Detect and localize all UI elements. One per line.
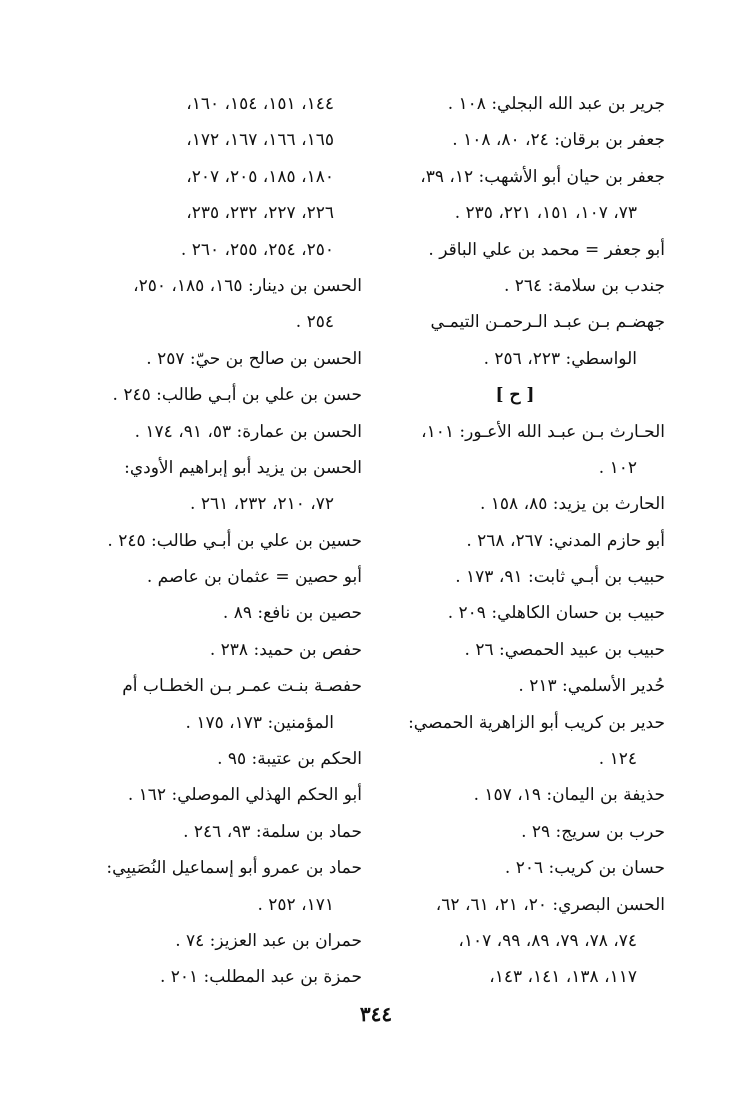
index-entry-continuation: الواسطي: ٢٢٣، ٢٥٦ . (483, 348, 637, 369)
index-entry-continuation: المؤمنين: ١٧٣، ١٧٥ . (185, 712, 334, 733)
right-column (365, 86, 665, 996)
page-number: ٣٤٤ (359, 1002, 393, 1026)
index-entry: حماد بن عمرو أبو إسماعيل النُصَيبِي: (106, 858, 362, 879)
index-entry: حصين بن نافع: ٨٩ . (222, 603, 362, 624)
index-entry-continuation: ١١٧، ١٣٨، ١٤١، ١٤٣، (489, 967, 637, 988)
index-entry: أبو جعفر = محمد بن علي الباقر . (428, 239, 665, 260)
index-entry-continuation: ٢٥٠، ٢٥٤، ٢٥٥، ٢٦٠ . (180, 239, 334, 260)
index-entry-continuation: ١٧١، ٢٥٢ . (257, 894, 334, 915)
index-entry: حبيب بن أبـي ثابت: ٩١، ١٧٣ . (455, 567, 665, 588)
index-entry: أبو حازم المدني: ٢٦٧، ٢٦٨ . (466, 530, 665, 551)
index-entry: جعفر بن حيان أبو الأشهب: ١٢، ٣٩، (420, 166, 665, 187)
index-entry: حُدير الأسلمي: ٢١٣ . (518, 676, 665, 697)
index-entry-continuation: ١٤٤، ١٥١، ١٥٤، ١٦٠، (186, 94, 334, 114)
index-entry: الحسن بن يزيد أبو إبراهيم الأودي: (124, 457, 362, 478)
index-entry: الحسن بن صالح بن حيّ: ٢٥٧ . (146, 348, 362, 369)
index-entry: حرب بن سريج: ٢٩ . (521, 821, 665, 842)
index-entry: الحـارث بـن عبـد الله الأعـور: ١٠١، (421, 421, 665, 442)
index-entry: الحكم بن عتيبة: ٩٥ . (217, 749, 362, 770)
index-entry: جعفر بن برقان: ٢٤، ٨٠، ١٠٨ . (452, 130, 665, 151)
index-entry: حبيب بن عبيد الحمصي: ٢٦ . (464, 639, 665, 660)
index-entry: جندب بن سلامة: ٢٦٤ . (503, 275, 665, 296)
left-column (62, 86, 362, 996)
index-entry-continuation: ٧٢، ٢١٠، ٢٣٢، ٢٦١ . (190, 494, 334, 515)
index-entry: الحسن بن دينار: ١٦٥، ١٨٥، ٢٥٠، (133, 275, 362, 296)
index-entry-continuation: ١٦٥، ١٦٦، ١٦٧، ١٧٢، (186, 130, 334, 151)
index-entry: جهضـم بـن عبـد الـرحمـن التيمـي (430, 312, 665, 333)
index-entry-continuation: ١٢٤ . (598, 749, 637, 770)
index-entry: الحارث بن يزيد: ٨٥، ١٥٨ . (479, 494, 665, 515)
index-entry: أبو الحكم الهذلي الموصلي: ١٦٢ . (127, 785, 362, 806)
index-entry: حفص بن حميد: ٢٣٨ . (209, 639, 362, 660)
index-entry-continuation: ٢٢٦، ٢٢٧، ٢٣٢، ٢٣٥، (186, 203, 334, 224)
index-entry-continuation: ١٨٠، ١٨٥، ٢٠٥، ٢٠٧، (186, 166, 334, 187)
index-entry: الحسن بن عمارة: ٥٣، ٩١، ١٧٤ . (134, 421, 362, 442)
index-entry: حسين بن علي بن أبـي طالب: ٢٤٥ . (107, 530, 362, 551)
index-entry: حماد بن سلمة: ٩٣، ٢٤٦ . (183, 821, 362, 842)
index-entry: حمزة بن عبد المطلب: ٢٠١ . (159, 967, 362, 988)
index-entry: حذيفة بن اليمان: ١٩، ١٥٧ . (473, 785, 665, 806)
index-entry: حبيب بن حسان الكاهلي: ٢٠٩ . (447, 603, 665, 624)
index-entry: حفصـة بنـت عمـر بـن الخطـاب أم (122, 676, 362, 697)
index-entry-continuation: ٧٤، ٧٨، ٧٩، ٨٩، ٩٩، ١٠٧، (458, 930, 637, 951)
index-entry: حمران بن عبد العزيز: ٧٤ . (175, 930, 362, 951)
index-entry-continuation: ٢٥٤ . (295, 312, 334, 333)
index-entry-continuation: ٧٣، ١٠٧، ١٥١، ٢٢١، ٢٣٥ . (454, 203, 637, 224)
index-entry: أبو حصين = عثمان بن عاصم . (146, 567, 362, 588)
index-entry-continuation: ١٠٢ . (598, 457, 637, 478)
index-entry: حدير بن كريب أبو الزاهرية الحمصي: (408, 712, 665, 733)
index-entry: الحسن البصري: ٢٠، ٢١، ٦١، ٦٢، (435, 894, 665, 915)
index-entry: جرير بن عبد الله البجلي: ١٠٨ . (447, 94, 665, 114)
section-heading: [ ح ] (495, 385, 535, 406)
index-entry: حسان بن كريب: ٢٠٦ . (504, 858, 665, 879)
index-entry: حسن بن علي بن أبـي طالب: ٢٤٥ . (112, 385, 362, 406)
